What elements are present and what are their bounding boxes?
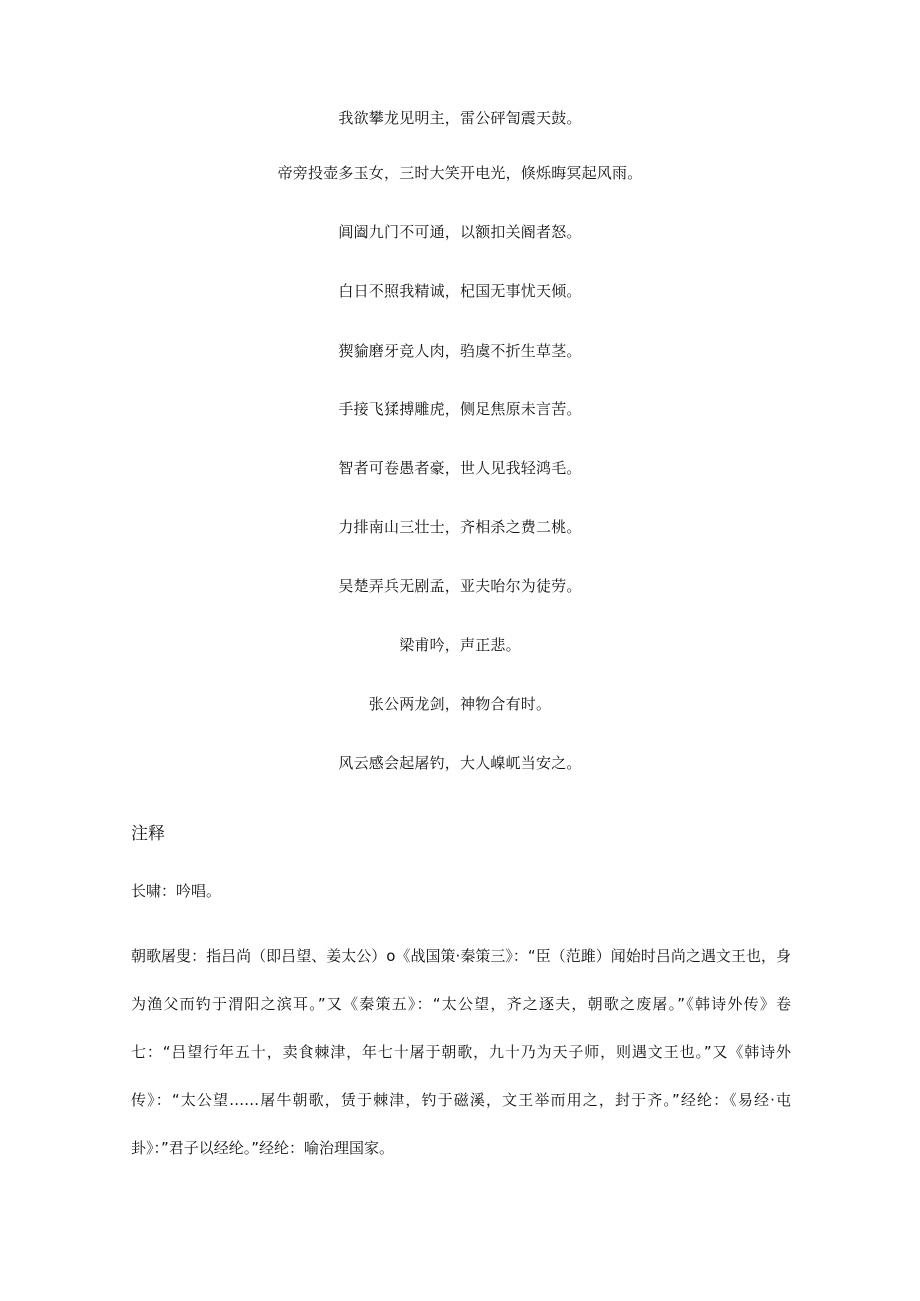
poem-line: 猰貐磨牙竞人肉，驺虞不折生草茎。 <box>338 342 582 360</box>
poem-line: 力排南山三壮士，齐相杀之费二桃。 <box>338 518 582 536</box>
poem-line: 张公两龙剑，神物合有时。 <box>368 695 552 713</box>
poem-line: 智者可卷愚者豪，世人见我轻鸿毛。 <box>338 459 582 477</box>
poem-line: 梁甫吟，声正悲。 <box>399 636 521 654</box>
poem-line: 阊阖九门不可通，以额扣关阍者怒。 <box>338 223 582 241</box>
poem-line: 我欲攀龙见明主，雷公砰訇震天鼓。 <box>338 109 582 127</box>
poem-line: 帝旁投壶多玉女，三时大笑开电光，倏烁晦冥起风雨。 <box>277 164 643 182</box>
notes-heading: 注释 <box>131 824 165 844</box>
note-item: 朝歌屠叟：指吕尚（即吕望、姜太公）o《战国策·秦策三》：“臣（范雎）闻始时吕尚之遇文王也，身为渔父而钓于渭阳之滨耳。”又《秦策五》：“太公望，齐之逐夫，朝歌之废屠。”《韩诗外传》卷七：“吕望行年五十，卖食棘津，年七十屠于朝歌，九十乃为天子师，则遇文王也。”又《韩诗外传》：“太公望……屠牛朝歌，赁于棘津，钓于磁溪，文王举而用之，封于齐。”经纶：《易经·屯卦》：”君子以经纶。”经纶：喻治理国家。 <box>131 947 791 1157</box>
poem-line: 吴楚弄兵无剧孟，亚夫咍尔为徒劳。 <box>338 577 582 595</box>
poem-line: 手接飞猱搏雕虎，侧足焦原未言苦。 <box>338 400 582 418</box>
poem-line: 风云感会起屠钓，大人嵲屼当安之。 <box>338 754 582 772</box>
note-item: 长啸：吟唱。 <box>131 882 222 900</box>
poem-line: 白日不照我精诚，杞国无事忧天倾。 <box>338 282 582 300</box>
